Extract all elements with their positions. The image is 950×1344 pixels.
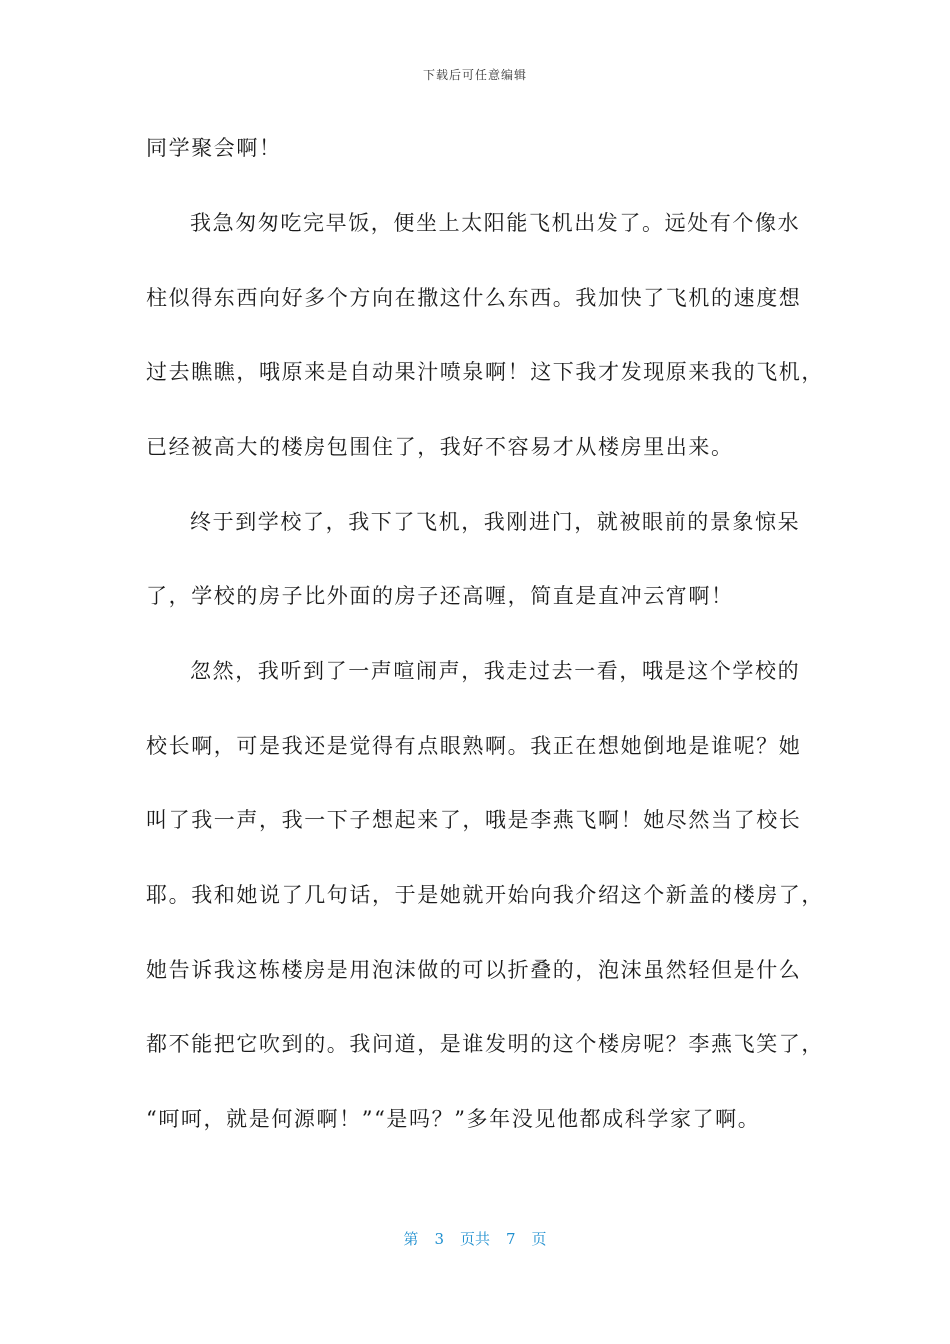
- text-line: 终于到学校了，我下了飞机，我刚进门，就被眼前的景象惊呆: [190, 510, 801, 534]
- total-pages-number: 7: [506, 1230, 516, 1248]
- text-line: 都不能把它吹到的。我问道，是谁发明的这个楼房呢？李燕飞笑了，: [146, 1032, 824, 1056]
- footer-middle: 页共: [459, 1230, 490, 1248]
- page-footer: [0, 1228, 950, 1249]
- text-line: 柱似得东西向好多个方向在撒这什么东西。我加快了飞机的速度想: [146, 286, 802, 310]
- text-line: 了，学校的房子比外面的房子还高喱，简直是直冲云宵啊！: [146, 584, 734, 608]
- text-line: 同学聚会啊！: [146, 136, 282, 160]
- text-line: 我急匆匆吃完早饭，便坐上太阳能飞机出发了。远处有个像水: [190, 211, 801, 235]
- text-line: 校长啊，可是我还是觉得有点眼熟啊。我正在想她倒地是谁呢？她: [146, 734, 802, 758]
- text-line: 耶。我和她说了几句话，于是她就开始向我介绍这个新盖的楼房了，: [146, 883, 824, 907]
- text-line: 叫了我一声，我一下子想起来了，哦是李燕飞啊！她尽然当了校长: [146, 808, 802, 832]
- text-line: 过去瞧瞧，哦原来是自动果汁喷泉啊！这下我才发现原来我的飞机，: [146, 360, 824, 384]
- text-line: 忽然，我听到了一声喧闹声，我走过去一看，哦是这个学校的: [190, 659, 801, 683]
- current-page-number: 3: [434, 1230, 444, 1248]
- text-line: “呵呵，就是何源啊！”“是吗？”多年没见他都成科学家了啊。: [146, 1107, 761, 1131]
- text-line: 已经被高大的楼房包围住了，我好不容易才从楼房里出来。: [146, 435, 734, 459]
- footer-prefix: 第: [403, 1230, 419, 1248]
- footer-suffix: 页: [531, 1230, 547, 1248]
- page-header: 下载后可任意编辑: [422, 68, 527, 82]
- text-line: 她告诉我这栋楼房是用泡沫做的可以折叠的，泡沫虽然轻但是什么: [146, 958, 802, 982]
